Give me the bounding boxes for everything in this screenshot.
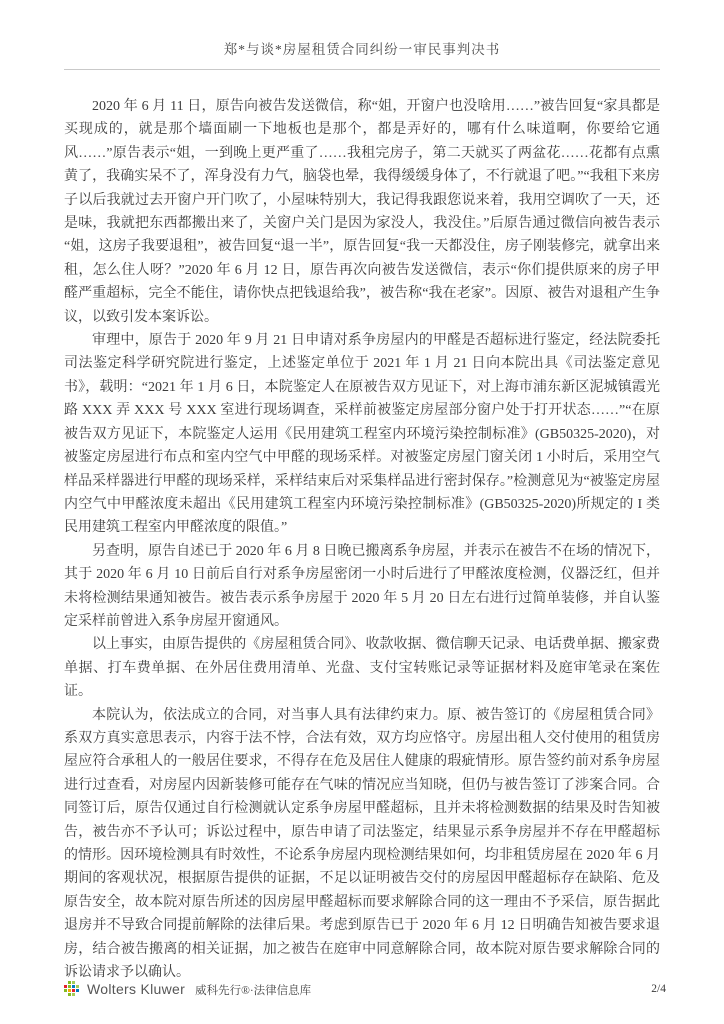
- paragraph: 以上事实，由原告提供的《房屋租赁合同》、收款收据、微信聊天记录、电话费单据、搬家费单据、打车费单据、在外居住费用清单、光盘、支付宝转账记录等证据材料及庭审笔录在案佐证。: [64, 637, 660, 700]
- paragraph: 本院认为，依法成立的合同，对当事人具有法律约束力。原、被告签订的《房屋租赁合同》系双方真实意思表示，内容于法不悖，合法有效，双方均应恪守。房屋出租人交付使用的租赁房屋应符合承租人的一般居住要求，不得存在危及居住人健康的瑕疵情形。原告签约前对系争房屋进行过查看，对房屋内因新装修可能存在气味的情况应当知晓，但仍与被告签订了涉案合同。合同签订后，原告仅通过自行检测就认定系争房屋甲醛超标，且并未将检测数据的结果及时告知被告，被告亦不予认可；诉讼过程中，原告申请了司法鉴定，结果显示系争房屋并不存在甲醛超标的情形。因环境检测具有时效性，不论系争房屋内现检测结果如何，均非租赁房屋在 2020 年 6 月期间的客观状况，根据原告提供的证据，不足以证明被告交付的房屋因甲醛超标存在缺陷、危及原告安全，故本院对原告所述的因房屋甲醛超标而要求解除合同的这一理由不予采信，原告据此退房并不导致合同提前解除的法律后果。考虑到原告已于 2020 年 6 月 12 日明确告知被告要求退房，结合被告搬离的相关证据，加之被告在庭审中同意解除合同，故本院对原告要求解除合同的诉讼请求予以确认。: [64, 707, 660, 981]
- document-body: [64, 95, 660, 984]
- paragraph: 2020 年 6 月 11 日，原告向被告发送微信，称“姐，开窗户也没啥用……”被告回复“家具都是买现成的，就是那个墙面刷一下地板也是那个，都是弄好的，哪有什么味道啊，你要给它通风……”原告表示“姐，一到晚上更严重了……我租完房子，第二天就买了两盆花……花都有点熏黄了，我确实呆不了，浑身没有力气，脑袋也晕，我得缓缓身体了，不行就退了吧。”“我租下来房子以后我就过去开窗户开门吹了，小屋味特别大，我记得我跟您说来着，我用空调吹了一天，还是味，我就把东西都搬出来了，关窗户关门是因为家没人，我没住。”后原告通过微信向被告表示“姐，这房子我要退租”，被告回复“退一半”，原告回复“我一天都没住，房子刚装修完，就拿出来租，怎么住人呀？”2020 年 6 月 12 日，原告再次向被告发送微信，表示“你们提供原来的房子甲醛严重超标，完全不能住，请你快点把钱退给我”，被告称“我在老家”。因原、被告对退租产生争议，以致引发本案诉讼。: [64, 99, 660, 325]
- document-header: [0, 0, 724, 58]
- paragraph: 审理中，原告于 2020 年 9 月 21 日申请对系争房屋内的甲醛是否超标进行鉴定，经法院委托司法鉴定科学研究院进行鉴定，上述鉴定单位于 2021 年 1 月 21 日向本院出具《司法鉴定意见书》，载明：“2021 年 1 月 6 日，本院鉴定人在原被告双方见证下，对上海市浦东新区泥城镇霞光路 XXX 弄 XXX 号 XXX 室进行现场调查，采样前被鉴定房屋部分窗户处于打开状态……”“在原被告双方见证下，本院鉴定人运用《民用建筑工程室内环境污染控制标准》(GB50325-2020)，对被鉴定房屋进行布点和室内空气中甲醛的现场采样。对被鉴定房屋门窗关闭 1 小时后，采用空气样品采样器进行甲醛的现场采样，采样结束后对采集样品进行密封保存。”检测意见为“被鉴定房屋内空气中甲醛浓度未超出《民用建筑工程室内环境污染控制标准》(GB50325-2020)所规定的 I 类民用建筑工程室内甲醛浓度的限值。”: [64, 333, 660, 536]
- wolters-kluwer-logo-icon: [62, 980, 80, 998]
- page-number: 2/4: [651, 983, 666, 995]
- product-name: 威科先行®·法律信息库: [195, 985, 312, 997]
- document-title: 郑*与谈*房屋租赁合同纠纷一审民事判决书: [223, 42, 501, 57]
- paragraph: 另查明，原告自述已于 2020 年 6 月 8 日晚已搬离系争房屋，并表示在被告不在场的情况下，其于 2020 年 6 月 10 日前后自行对系争房屋密闭一小时后进行了甲醛浓度检测，仪器泛红，但并未将检测结果通知被告。被告表示系争房屋于 2020 年 5 月 20 日左右进行过简单装修，并自认鉴定采样前曾进入系争房屋开窗通风。: [64, 543, 660, 629]
- brand-name: Wolters Kluwer: [87, 981, 186, 997]
- document-footer: [62, 980, 666, 998]
- header-divider: [64, 69, 660, 70]
